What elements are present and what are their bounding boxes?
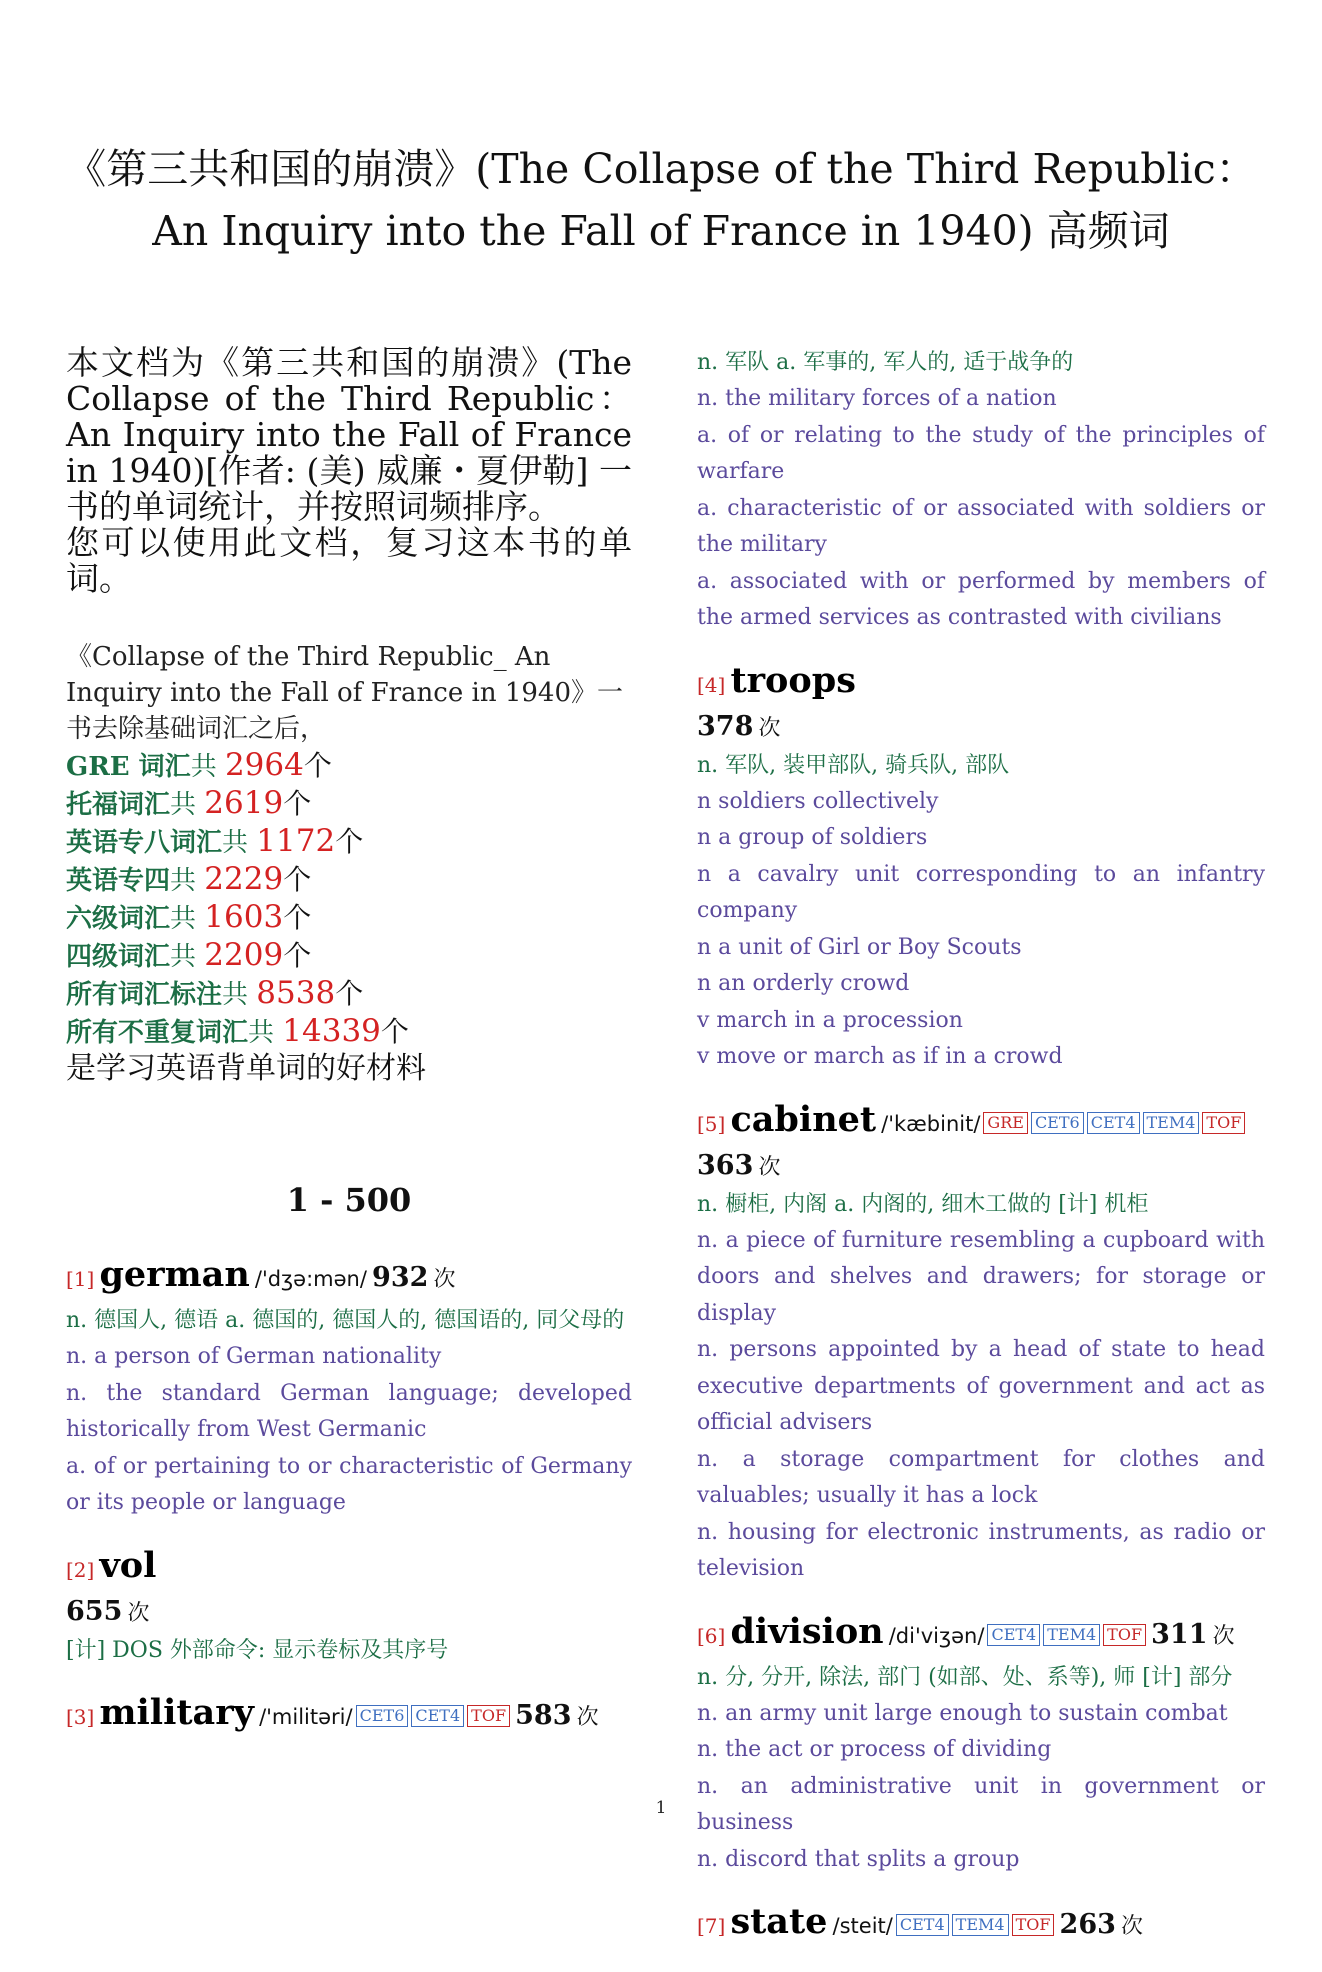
chinese-definition: n. 分, 分开, 除法, 部门 (如部、处、系等), 师 [计] 部分 — [697, 1664, 1233, 1690]
stat-unit: 个 — [380, 1015, 409, 1048]
page-title: 《第三共和国的崩溃》(The Collapse of the Third Republic：An Inquiry into the Fall of France in 1940) 高频词 — [65, 145, 1257, 255]
exam-tag-badge: TEM4 — [1143, 1112, 1200, 1134]
stat-unit: 个 — [283, 863, 312, 896]
stat-unit: 个 — [303, 749, 332, 782]
frequency-count: 378 — [697, 710, 754, 742]
phonetic: /'kæbinit/ — [881, 1111, 981, 1136]
frequency-line — [66, 1594, 632, 1633]
exam-tag-badge: CET4 — [987, 1624, 1040, 1646]
vocab-stats — [66, 639, 632, 1087]
english-definition: a. of or relating to the study of the principles of warfare — [697, 422, 1265, 484]
left-column — [66, 345, 632, 1763]
stats-lead: 《Collapse of the Third Republic_ An Inquiry into the Fall of France in 1940》一书去除基础词汇之后， — [66, 642, 624, 744]
frequency-unit: 次 — [1121, 1914, 1144, 1939]
stat-unit: 个 — [335, 977, 364, 1010]
entry-list-right — [697, 345, 1265, 1950]
frequency-unit: 次 — [433, 1267, 456, 1292]
stat-connector: 共 — [222, 980, 257, 1010]
stat-unit: 个 — [283, 787, 312, 820]
chinese-definition: n. 军队, 装甲部队, 骑兵队, 部队 — [697, 752, 1010, 778]
english-definition: v march in a procession — [697, 1007, 963, 1033]
english-definition: n. a storage compartment for clothes and valuables; usually it has a lock — [697, 1446, 1265, 1508]
stat-count: 2619 — [204, 785, 284, 821]
exam-tag-badge: CET6 — [1031, 1112, 1084, 1134]
english-definition: a. associated with or performed by members of the armed services as contrasted with civilians — [697, 568, 1265, 630]
headword: troops — [730, 659, 856, 701]
frequency-count: 932 — [372, 1262, 429, 1293]
english-definition: n. persons appointed by a head of state to head executive departments of government and act as official advisers — [697, 1337, 1265, 1435]
english-definition: v move or march as if in a crowd — [697, 1044, 1063, 1069]
stat-row — [66, 823, 632, 861]
stat-row — [66, 937, 632, 975]
frequency-count: 311 — [1151, 1618, 1208, 1650]
english-definition: n. housing for electronic instruments, as radio or television — [697, 1519, 1265, 1581]
stats-closing: 是学习英语背单词的好材料 — [66, 1051, 426, 1086]
stat-row — [66, 899, 632, 937]
english-definition: n. an army unit large enough to sustain combat — [697, 1700, 1228, 1726]
frequency-line — [697, 709, 1265, 748]
word-entry — [66, 1544, 632, 1669]
intro-text: 本文档为《第三共和国的崩溃》(The Collapse of the Third Republic：An Inquiry into the Fall of France in 1940)[作者: (美) 威廉・夏伊勒] 一书的单词统计，并按照词频排序。 — [66, 343, 632, 526]
stat-connector: 共 — [170, 790, 205, 820]
exam-tag-badge: TOF — [1202, 1112, 1245, 1134]
stat-label: 托福词汇 — [66, 790, 171, 820]
english-definition: n a cavalry unit corresponding to an infantry company — [697, 861, 1265, 923]
page-number: 1 — [655, 1798, 667, 1818]
entry-heading — [66, 1544, 632, 1594]
exam-tag-badge: CET6 — [356, 1705, 409, 1727]
chinese-definition: n. 德国人, 德语 a. 德国的, 德国人的, 德国语的, 同父母的 — [66, 1308, 625, 1333]
stat-label: 英语专八词汇 — [66, 828, 223, 858]
stat-label: 四级词汇 — [66, 942, 171, 972]
entry-heading — [697, 1900, 1265, 1950]
entry-heading — [66, 1691, 632, 1741]
frequency-count: 263 — [1059, 1909, 1116, 1940]
phonetic: /di'viʒən/ — [888, 1623, 985, 1648]
stat-connector: 共 — [222, 828, 257, 858]
word-entry — [697, 1900, 1265, 1950]
exam-tag-badge: TOF — [1103, 1624, 1146, 1646]
english-definition: n. the standard German language; developed historically from West Germanic — [66, 1380, 632, 1442]
headword: cabinet — [730, 1098, 877, 1140]
word-entry — [66, 1253, 632, 1522]
stat-row — [66, 1013, 632, 1051]
word-entry — [66, 1691, 632, 1741]
frequency-count: 583 — [515, 1699, 572, 1731]
entry-index: [2] — [66, 1557, 95, 1582]
frequency-count: 363 — [697, 1149, 754, 1181]
entry-index: [4] — [697, 672, 726, 697]
stat-count: 2964 — [224, 747, 304, 783]
phonetic: /steit/ — [832, 1914, 893, 1938]
english-definition: n. a piece of furniture resembling a cupboard with doors and shelves and drawers; for storage or display — [697, 1227, 1265, 1326]
stat-connector: 共 — [170, 866, 205, 896]
headword: german — [99, 1254, 250, 1295]
frequency-unit: 次 — [758, 1154, 781, 1180]
stat-label: 所有词汇标注 — [66, 980, 223, 1010]
english-definition: n. the act or process of dividing — [697, 1737, 1052, 1762]
stat-count: 1172 — [256, 823, 336, 859]
frequency-count: 655 — [66, 1595, 123, 1627]
stat-unit: 个 — [283, 939, 312, 972]
entry-heading — [697, 1610, 1265, 1660]
exam-tag-badge: CET4 — [411, 1705, 464, 1727]
entry-index: [6] — [697, 1623, 726, 1648]
headword: state — [730, 1901, 828, 1942]
exam-tag-badge: TEM4 — [1043, 1624, 1100, 1646]
entry-index: [1] — [66, 1267, 95, 1291]
stat-unit: 个 — [335, 825, 364, 858]
entry-heading — [697, 1098, 1265, 1148]
entry-index: [5] — [697, 1111, 726, 1136]
headword: division — [730, 1610, 884, 1652]
entry-heading — [697, 659, 1265, 709]
stat-count: 1603 — [204, 899, 284, 935]
stat-count: 2229 — [204, 861, 284, 897]
phonetic: /'dʒə:mən/ — [254, 1267, 367, 1291]
stat-count: 8538 — [256, 975, 336, 1011]
frequency-unit: 次 — [758, 715, 781, 741]
english-definition: n. the military forces of a nation — [697, 386, 1057, 411]
stat-label: GRE 词汇 — [66, 752, 191, 782]
exam-tag-badge: TOF — [1012, 1914, 1055, 1936]
word-entry — [697, 659, 1265, 1076]
exam-tag-badge: CET4 — [1087, 1112, 1140, 1134]
stat-unit: 个 — [283, 901, 312, 934]
stat-label: 六级词汇 — [66, 904, 171, 934]
stat-label: 所有不重复词汇 — [66, 1018, 249, 1048]
headword: vol — [99, 1544, 157, 1586]
frequency-unit: 次 — [576, 1704, 599, 1730]
entry-heading — [66, 1253, 632, 1303]
chinese-definition: n. 军队 a. 军事的, 军人的, 适于战争的 — [697, 350, 1074, 375]
word-entry — [697, 1098, 1265, 1588]
english-definition: n. a person of German nationality — [66, 1344, 442, 1369]
frequency-unit: 次 — [1212, 1623, 1235, 1649]
frequency-unit: 次 — [127, 1600, 150, 1626]
stat-connector: 共 — [170, 942, 205, 972]
exam-tag-badge: TOF — [467, 1705, 510, 1727]
stat-connector: 共 — [248, 1018, 283, 1048]
english-definition: n. an administrative unit in government or business — [697, 1773, 1265, 1835]
stat-connector: 共 — [170, 904, 205, 934]
english-definition: n a unit of Girl or Boy Scouts — [697, 934, 1022, 960]
right-column — [697, 345, 1265, 1972]
english-definition: n a group of soldiers — [697, 825, 928, 850]
chinese-definition: [计] DOS 外部命令: 显示卷标及其序号 — [66, 1637, 449, 1663]
english-definition: a. characteristic of or associated with soldiers or the military — [697, 495, 1265, 557]
word-entry — [697, 345, 1265, 637]
stat-row — [66, 785, 632, 823]
stat-count: 2209 — [204, 937, 284, 973]
chinese-definition: n. 橱柜, 内阁 a. 内阁的, 细木工做的 [计] 机柜 — [697, 1191, 1149, 1217]
stat-row — [66, 861, 632, 899]
english-definition: n. discord that splits a group — [697, 1846, 1020, 1872]
stat-connector: 共 — [190, 752, 225, 782]
entry-list-left — [66, 1253, 632, 1741]
intro-text-2: 您可以使用此文档，复习这本书的单词。 — [66, 523, 632, 598]
stat-row — [66, 975, 632, 1013]
exam-tag-badge: CET4 — [896, 1914, 949, 1936]
frequency-line — [697, 1148, 1265, 1187]
stat-row — [66, 747, 632, 785]
english-definition: a. of or pertaining to or characteristic of Germany or its people or language — [66, 1453, 632, 1515]
exam-tag-badge: GRE — [983, 1112, 1028, 1134]
entry-index: [7] — [697, 1914, 726, 1938]
phonetic: /'militəri/ — [259, 1704, 353, 1729]
exam-tag-badge: TEM4 — [952, 1914, 1009, 1936]
word-entry — [697, 1610, 1265, 1879]
range-heading: 1 - 500 — [286, 1181, 412, 1219]
stat-count: 14339 — [282, 1013, 381, 1049]
entry-index: [3] — [66, 1704, 95, 1729]
stats-list — [66, 747, 632, 1051]
intro-paragraph — [66, 345, 632, 597]
headword: military — [99, 1691, 254, 1733]
stat-label: 英语专四 — [66, 866, 171, 896]
english-definition: n an orderly crowd — [697, 971, 910, 996]
english-definition: n soldiers collectively — [697, 788, 939, 814]
